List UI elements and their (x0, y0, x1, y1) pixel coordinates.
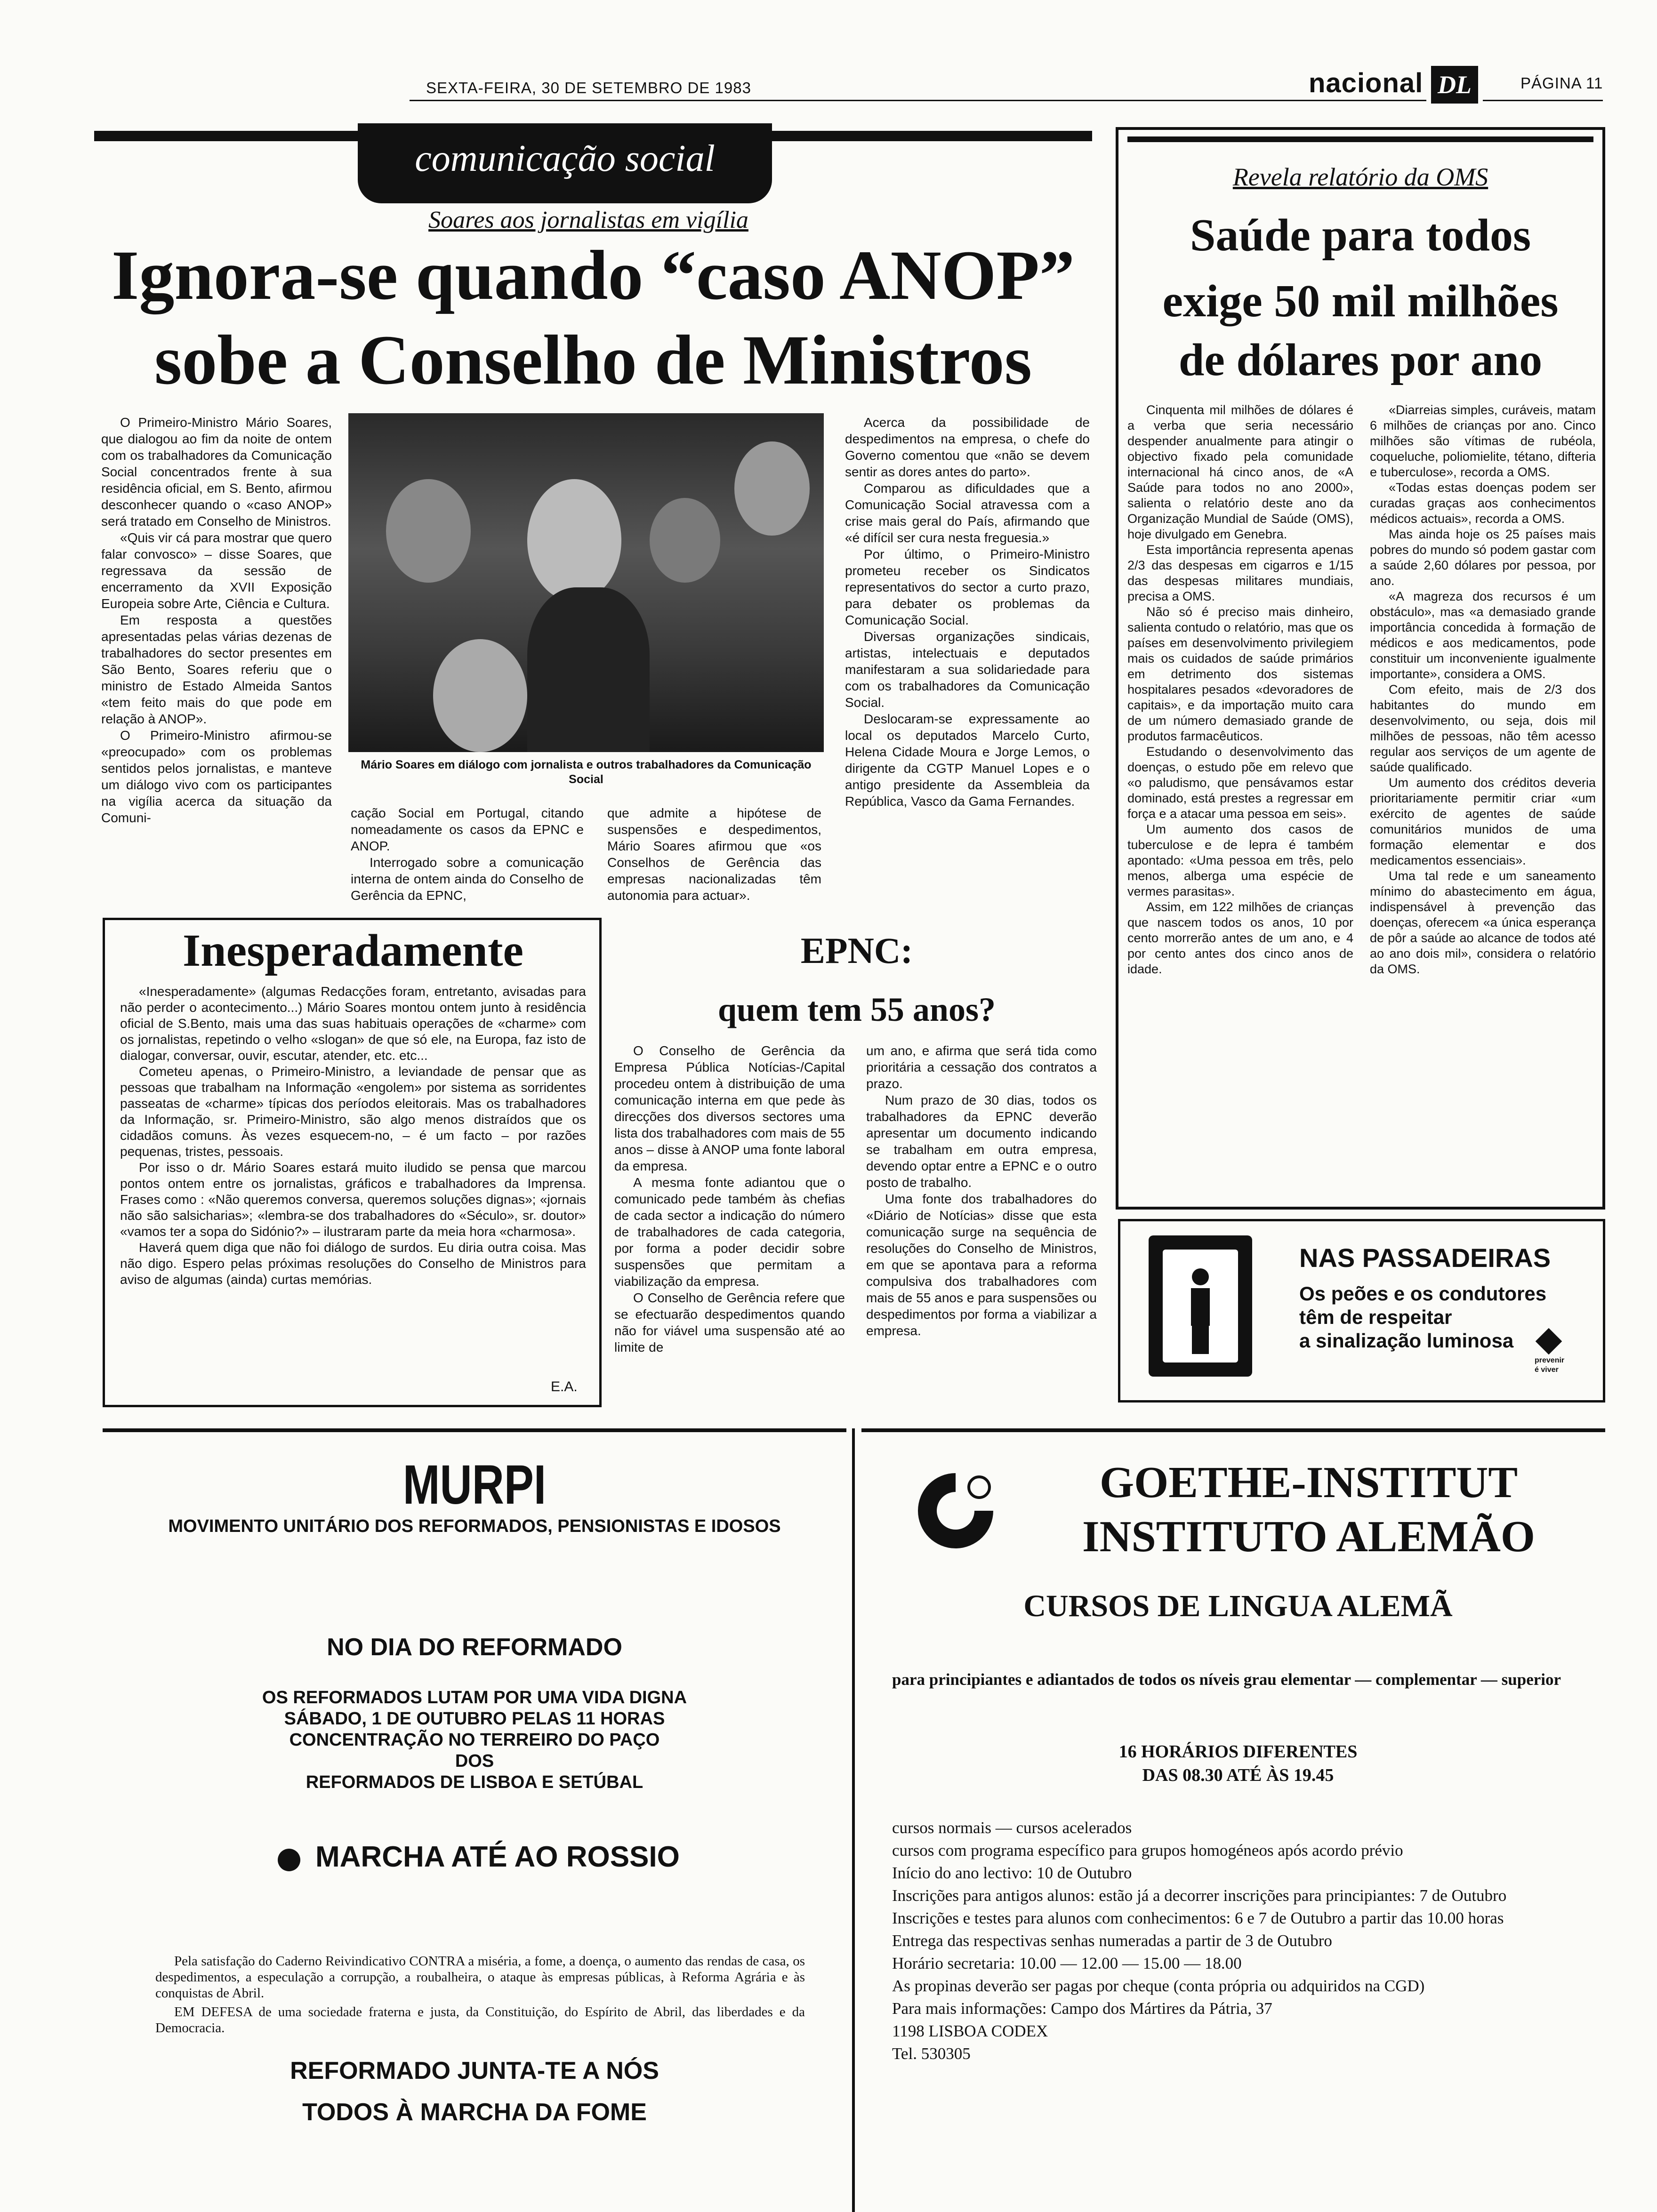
oms-paragraph: Estudando o desenvolvimento das doenças, o estudo põe em relevo que «o paludismo, que pensávamos estar dominado, está prestes a regressar em força e a atacar uma pessoa em seis». (1127, 745, 1353, 821)
anop-paragraph: Acerca da possibilidade de despedimentos na empresa, o chefe do Governo comentou que «não se devem sentir as dores antes do parto». (845, 415, 1090, 479)
goethe-details (892, 1817, 1589, 2065)
epnc-title-1: EPNC: (800, 930, 913, 971)
oms-paragraph: «A magreza dos recursos é um obstáculo», mas «a demasiado grande importância concedida à formação de médicos e aos medicamentos, pode constituir um inconveniente igualmente importante», considera a OMS. (1370, 589, 1596, 681)
epnc-paragraph: Uma fonte dos trabalhadores do «Diário de Notícias» disse que esta comunicação surge na sequência de resoluções do Conselho de Ministros, em que se apontava para a reforma compulsiva dos trabalhadores com mais de 55 anos e para suspensões ou despedimentos por forma a viabilizar a empresa. (866, 1192, 1097, 1338)
goethe-schedules-2: DAS 08.30 ATÉ ÀS 19.45 (1142, 1765, 1334, 1785)
anop-paragraph: O Primeiro-Ministro afirmou-se «preocupado» com os problemas sentidos pelos jornalistas, e manteve um diálogo vivo com os participantes na vigília acerca da situação da Comuni- (101, 728, 332, 825)
oms-paragraph: Com efeito, mais de 2/3 dos habitantes do mundo em desenvolvimento, ou seja, dois mil milhões de pessoas, não têm acesso regular aos serviços de um agente de saúde qualificado. (1370, 682, 1596, 774)
inesperadamente-paragraph: Cometeu apenas, o Primeiro-Ministro, a leviandade de pensar que as pessoas que trabalham na Informação «engolem» por sistema as sorridentes passeatas de «charme» típicas dos períodos eleitorais. Mas os trabalhadores da Informação, sr. Primeiro-Ministro, são algo menos distraídos que os cidadãos comuns. Às vezes esquecem-no, – é um facto – por razões pequenas, tristes, pessoais. (120, 1064, 586, 1159)
prevenir-logo-text-1: prevenir (1535, 1356, 1565, 1364)
murpi-closing-1: REFORMADO JUNTA-TE A NÓS (290, 2057, 659, 2084)
goethe-detail-line: Tel. 530305 (892, 2044, 971, 2063)
photo-caption: Mário Soares em diálogo com jornalista e outros trabalhadores da Comunicação Social (361, 758, 812, 786)
goethe-levels: para principiantes e adiantados de todos os níveis grau elementar — complementar — superior (892, 1670, 1561, 1689)
goethe-title-2: INSTITUTO ALEMÃO (1082, 1512, 1536, 1561)
epnc-title-2: quem tem 55 anos? (718, 991, 996, 1028)
page-number: PÁGINA 11 (1520, 74, 1603, 92)
epnc-paragraph: O Conselho de Gerência refere que se efectuarão despedimentos quando não for viável uma suspensão até ao limite de (614, 1290, 845, 1354)
murpi-line-4: DOS (455, 1751, 494, 1771)
oms-paragraph: «Diarreias simples, curáveis, matam 6 milhões de crianças por ano. Cinco milhões são vítimas de rubéola, coqueluche, poliomielite, tétano, difteria e tuberculose», recorda a OMS. (1370, 403, 1596, 479)
oms-col-2 (1370, 402, 1596, 977)
anop-paragraph: que admite a hipótese de suspensões e despedimentos, Mário Soares afirmou que «os Conselhos de Gerência das empresas nacionalizadas têm autonomia para actuar». (607, 806, 821, 903)
march-bullet-icon (278, 1849, 300, 1871)
goethe-logo-icon (909, 1464, 1003, 1558)
murpi-line-5: REFORMADOS DE LISBOA E SETÚBAL (306, 1772, 643, 1792)
inesperadamente-signature: E.A. (551, 1379, 578, 1395)
anop-headline-2: sobe a Conselho de Ministros (154, 321, 1032, 399)
oms-paragraph: Cinquenta mil milhões de dólares é a verba que seria necessário despender anualmente para atingir o objectivo fixado pela comunidade internacional há cinco anos, de «A Saúde para todos no ano 2000», salienta o relatório deste ano da Organização Mundial de Saúde (OMS), hoje divulgado em Genebra. (1127, 403, 1353, 541)
inesperadamente-title: Inesperadamente (182, 925, 524, 976)
goethe-title-1: GOETHE-INSTITUT (1099, 1458, 1518, 1507)
oms-headline-1: Saúde para todos (1190, 210, 1531, 261)
anop-paragraph: Comparou as dificuldades que a Comunicação Social atravessa com a crise mais geral do País, afirmando que «é difícil ser cura nesta freguesia.» (845, 481, 1090, 545)
epnc-paragraph: Num prazo de 30 dias, todos os trabalhadores da EPNC deverão apresentar um documento indicando se trabalham em outra empresa, devendo optar entre a EPNC e o outro posto de trabalho. (866, 1093, 1097, 1190)
pedestrian-signal-icon (1149, 1235, 1252, 1377)
oms-paragraph: Uma tal rede e um saneamento mínimo do abastecimento em água, indispensável à prevenção das doenças, oferecem «a única esperança de pôr a saúde ao alcance de todos até ao ano dois mil», considera o relatório da OMS. (1370, 869, 1596, 976)
oms-paragraph: Não só é preciso mais dinheiro, salienta contudo o relatório, mas que os países em desenvolvimento privilegiem mais os cuidados de saúde primários em detrimento dos sistemas hospitalares pesados «devoradores de capitais», e da importação muito cara de um número demasiado grande de produtos farmacêuticos. (1127, 605, 1353, 743)
anop-paragraph: cação Social em Portugal, citando nomeadamente os casos da EPNC e ANOP. (351, 806, 584, 853)
anop-paragraph: Por último, o Primeiro-Ministro prometeu receber os Sindicatos representativos do sector a curto prazo, para debater os problemas da Comunicação Social. (845, 547, 1090, 627)
inesperadamente-paragraph: «Inesperadamente» (algumas Redacções foram, entretanto, avisadas para não perder o acontecimento...) Mário Soares montou ontem junto à residência oficial de S.Bento, mais uma das suas habituais operações de «charme» com os jornalistas, repetindo o velho «slogan» de que só ele, na Europa, faz isto de dialogar, conversar, ouvir, escutar, atender, etc. etc... (120, 984, 586, 1063)
oms-headline-2: exige 50 mil milhões (1162, 276, 1559, 327)
passadeiras-line-1: Os peões e os condutores (1299, 1282, 1547, 1305)
epnc-col-1 (614, 1042, 845, 1355)
murpi-march: MARCHA ATÉ AO ROSSIO (315, 1841, 680, 1873)
passadeiras-line-2: têm de respeitar (1299, 1306, 1452, 1328)
inesperadamente-paragraph: Por isso o dr. Mário Soares estará muito iludido se pensa que marcou pontos ontem entre os jornalistas, gráficos e trabalhadores da Imprensa. Frases como : «Não queremos conversa, queremos soluções dignas»; «jornais não são salsicharias»; «lembra-se dos trabalhadores do «Século», sr. doutor» «vamos ter a sopa do Sidónio?» – ilustraram parte da meia hora «charmosa». (120, 1160, 586, 1239)
dl-logo-text: DL (1438, 71, 1472, 99)
oms-paragraph: Um aumento dos créditos deveria prioritariamente permitir criar «um exército de agentes de saúde comunitários munidos de uma formação elementar e dos medicamentos essenciais». (1370, 776, 1596, 867)
oms-paragraph: «Todas estas doenças podem ser curadas graças aos conhecimentos médicos actuais», recorda a OMS. (1370, 481, 1596, 526)
goethe-subtitle: CURSOS DE LINGUA ALEMÃ (1023, 1589, 1453, 1623)
prevenir-logo-mark (1536, 1328, 1562, 1355)
oms-headline-3: de dólares por ano (1178, 335, 1543, 385)
anop-paragraph: Interrogado sobre a comunicação interna de ontem ainda do Conselho de Gerência da EPNC, (351, 855, 584, 903)
bottom-section-rule-right (861, 1428, 1605, 1432)
goethe-detail-line: As propinas deverão ser pagas por cheque (conta própria ou adquiridos na CGD) (892, 1977, 1425, 1995)
murpi-event: NO DIA DO REFORMADO (327, 1634, 622, 1661)
soares-photo (348, 413, 824, 752)
oms-paragraph: Assim, em 122 milhões de crianças que nascem todos os anos, 10 por cento morrerão antes de um ano, e 4 por cento antes dos cinco anos de idade. (1127, 900, 1353, 976)
goethe-detail-line: Entrega das respectivas senhas numeradas a partir de 3 de Outubro (892, 1931, 1332, 1950)
ad-divider (852, 1428, 855, 2212)
goethe-detail-line: Inscrições para antigos alunos: estão já a decorrer inscrições para principiantes: 7 de Outubro (892, 1886, 1507, 1905)
passadeiras-line-3: a sinalização luminosa (1299, 1330, 1514, 1352)
murpi-para-2: EM DEFESA de uma sociedade fraterna e justa, da Constituição, do Espírito de Abril, das liberdades e da Democracia. (155, 2004, 805, 2036)
pedestrian-head (1192, 1268, 1209, 1285)
anop-col-2 (351, 805, 584, 904)
anop-col-3 (607, 805, 821, 904)
murpi-para-1: Pela satisfação do Caderno Reivindicativo CONTRA a miséria, a fome, a doença, o aumento das rendas de casa, os despedimentos, a especulação a corrupção, a roubalheira, o ataque às empresas públicas, à Reforma Agrária e às conquistas de Abril. (155, 1954, 805, 2001)
goethe-detail-line: Horário secretaria: 10.00 — 12.00 — 15.00 — 18.00 (892, 1954, 1242, 1972)
photo-figure (650, 498, 720, 583)
anop-paragraph: «Quis vir cá para mostrar que quero falar convosco» – disse Soares, que regressava da sessão de encerramento da XVII Exposição Europeia sobre Arte, Ciência e Cultura. (101, 530, 332, 611)
murpi-line-2: SÁBADO, 1 DE OUTUBRO PELAS 11 HORAS (284, 1709, 665, 1729)
bottom-section-rule-left (103, 1428, 846, 1432)
masthead-date: SEXTA-FEIRA, 30 DE SETEMBRO DE 1983 (426, 79, 751, 96)
oms-paragraph: Um aumento dos casos de tuberculose e de lepra é também apontado: «Uma pessoa em três, pelo menos, alberga uma espécie de vermes parasitas». (1127, 822, 1353, 898)
section-rule-right (772, 131, 1092, 141)
anop-kicker: Soares aos jornalistas em vigília (428, 207, 748, 233)
photo-figure (527, 587, 650, 752)
goethe-detail-line: Início do ano lectivo: 10 de Outubro (892, 1864, 1132, 1882)
prevenir-logo-text-2: é viver (1535, 1366, 1559, 1374)
goethe-detail-line: Para mais informações: Campo dos Mártires da Pátria, 37 (892, 1999, 1272, 2018)
murpi-closing-2: TODOS À MARCHA DA FOME (302, 2099, 647, 2126)
anop-paragraph: Deslocaram-se expressamente ao local os deputados Marcelo Curto, Helena Cidade Moura e Jorge Lemos, o dirigente da CGTP Manuel Lopes e o antigo presidente da Assembleia da República, Vasco da Gama Fernandes. (845, 712, 1090, 809)
section-banner-text: comunicação social (415, 138, 715, 179)
anop-paragraph: Diversas organizações sindicais, artistas, intelectuais e deputados manifestaram a sua solidariedade para com os trabalhadores da Comunicação Social. (845, 629, 1090, 710)
inesperadamente-paragraph: Haverá quem diga que não foi diálogo de surdos. Eu diria outra coisa. Mas não digo. Espero pelas próximas resoluções do Conselho de Ministros para aviso de algumas (ainda) curtas memórias. (120, 1240, 586, 1287)
photo-figure (386, 479, 471, 583)
oms-top-rule (1127, 136, 1593, 142)
anop-paragraph: O Primeiro-Ministro Mário Soares, que dialogou ao fim da noite de ontem com os trabalhadores da Comunicação Social concentrados frente à sua residência oficial, em S. Bento, afirmou desconhecer quando o «caso ANOP» será tratado em Conselho de Ministros. (101, 415, 332, 529)
anop-headline-1: Ignora-se quando “caso ANOP” (111, 236, 1075, 314)
goethe-schedules-1: 16 HORÁRIOS DIFERENTES (1118, 1742, 1358, 1762)
murpi-title: MURPI (402, 1454, 547, 1516)
goethe-logo-svg (909, 1464, 1003, 1558)
anop-paragraph: Em resposta a questões apresentadas pelas várias dezenas de trabalhadores do sector presentes em São Bento, Soares referiu que o ministro de Estado Almeida Santos «tem feito mais do que pode em relação à ANOP». (101, 613, 332, 726)
passadeiras-title: NAS PASSADEIRAS (1299, 1243, 1551, 1273)
pedestrian-body (1191, 1288, 1210, 1326)
epnc-paragraph: O Conselho de Gerência da Empresa Pública Notícias-/Capital procedeu ontem à distribuição de uma comunicação interna em que pede às direcções dos diversos sectores uma lista dos trabalhadores com mais de 55 anos – disse à ANOP uma fonte laboral da empresa. (614, 1043, 845, 1173)
goethe-detail-line: cursos com programa específico para grupos homogéneos após acordo prévio (892, 1841, 1403, 1859)
anop-col-4 (845, 414, 1090, 809)
pedestrian-legs (1192, 1326, 1209, 1354)
oms-paragraph: Esta importância representa apenas 2/3 das despesas em cigarros e 1/15 das despesas militares mundiais, precisa a OMS. (1127, 543, 1353, 603)
dl-logo (1431, 66, 1478, 104)
masthead-section: nacional (1309, 68, 1424, 98)
murpi-line-1: OS REFORMADOS LUTAM POR UMA VIDA DIGNA (262, 1688, 687, 1707)
masthead-rule-right (1483, 100, 1603, 101)
goethe-detail-line: Inscrições e testes para alunos com conhecimentos: 6 e 7 de Outubro a partir das 10.00 horas (892, 1909, 1504, 1927)
anop-col-1 (101, 414, 332, 826)
section-rule-left (94, 131, 358, 141)
inesperadamente-text (120, 984, 586, 1288)
prevenir-logo (1525, 1332, 1577, 1379)
epnc-col-2 (866, 1042, 1097, 1339)
photo-figure (734, 441, 810, 536)
goethe-detail-line: 1198 LISBOA CODEX (892, 2022, 1048, 2040)
photo-figure (433, 639, 527, 752)
masthead-rule (410, 100, 1426, 101)
oms-col-1 (1127, 402, 1353, 977)
epnc-paragraph: A mesma fonte adiantou que o comunicado pede também às chefias de cada sector a indicação do número de trabalhadores de cada categoria, por forma a poder decidir sobre suspensões que permitam a viabilização da empresa. (614, 1175, 845, 1289)
oms-paragraph: Mas ainda hoje os 25 países mais pobres do mundo só podem gastar com a saúde 2,60 dólares por pessoa, por ano. (1370, 527, 1596, 588)
photo-figure (527, 479, 621, 601)
signal-lens (1163, 1250, 1238, 1362)
epnc-paragraph: um ano, e afirma que será tida como prioritária a cessação dos contratos a prazo. (866, 1043, 1097, 1091)
section-banner (358, 123, 772, 203)
murpi-line-3: CONCENTRAÇÃO NO TERREIRO DO PAÇO (289, 1730, 660, 1750)
oms-kicker: Revela relatório da OMS (1232, 163, 1488, 191)
murpi-subtitle: MOVIMENTO UNITÁRIO DOS REFORMADOS, PENSIONISTAS E IDOSOS (168, 1516, 781, 1536)
goethe-detail-line: cursos normais — cursos acelerados (892, 1819, 1132, 1837)
